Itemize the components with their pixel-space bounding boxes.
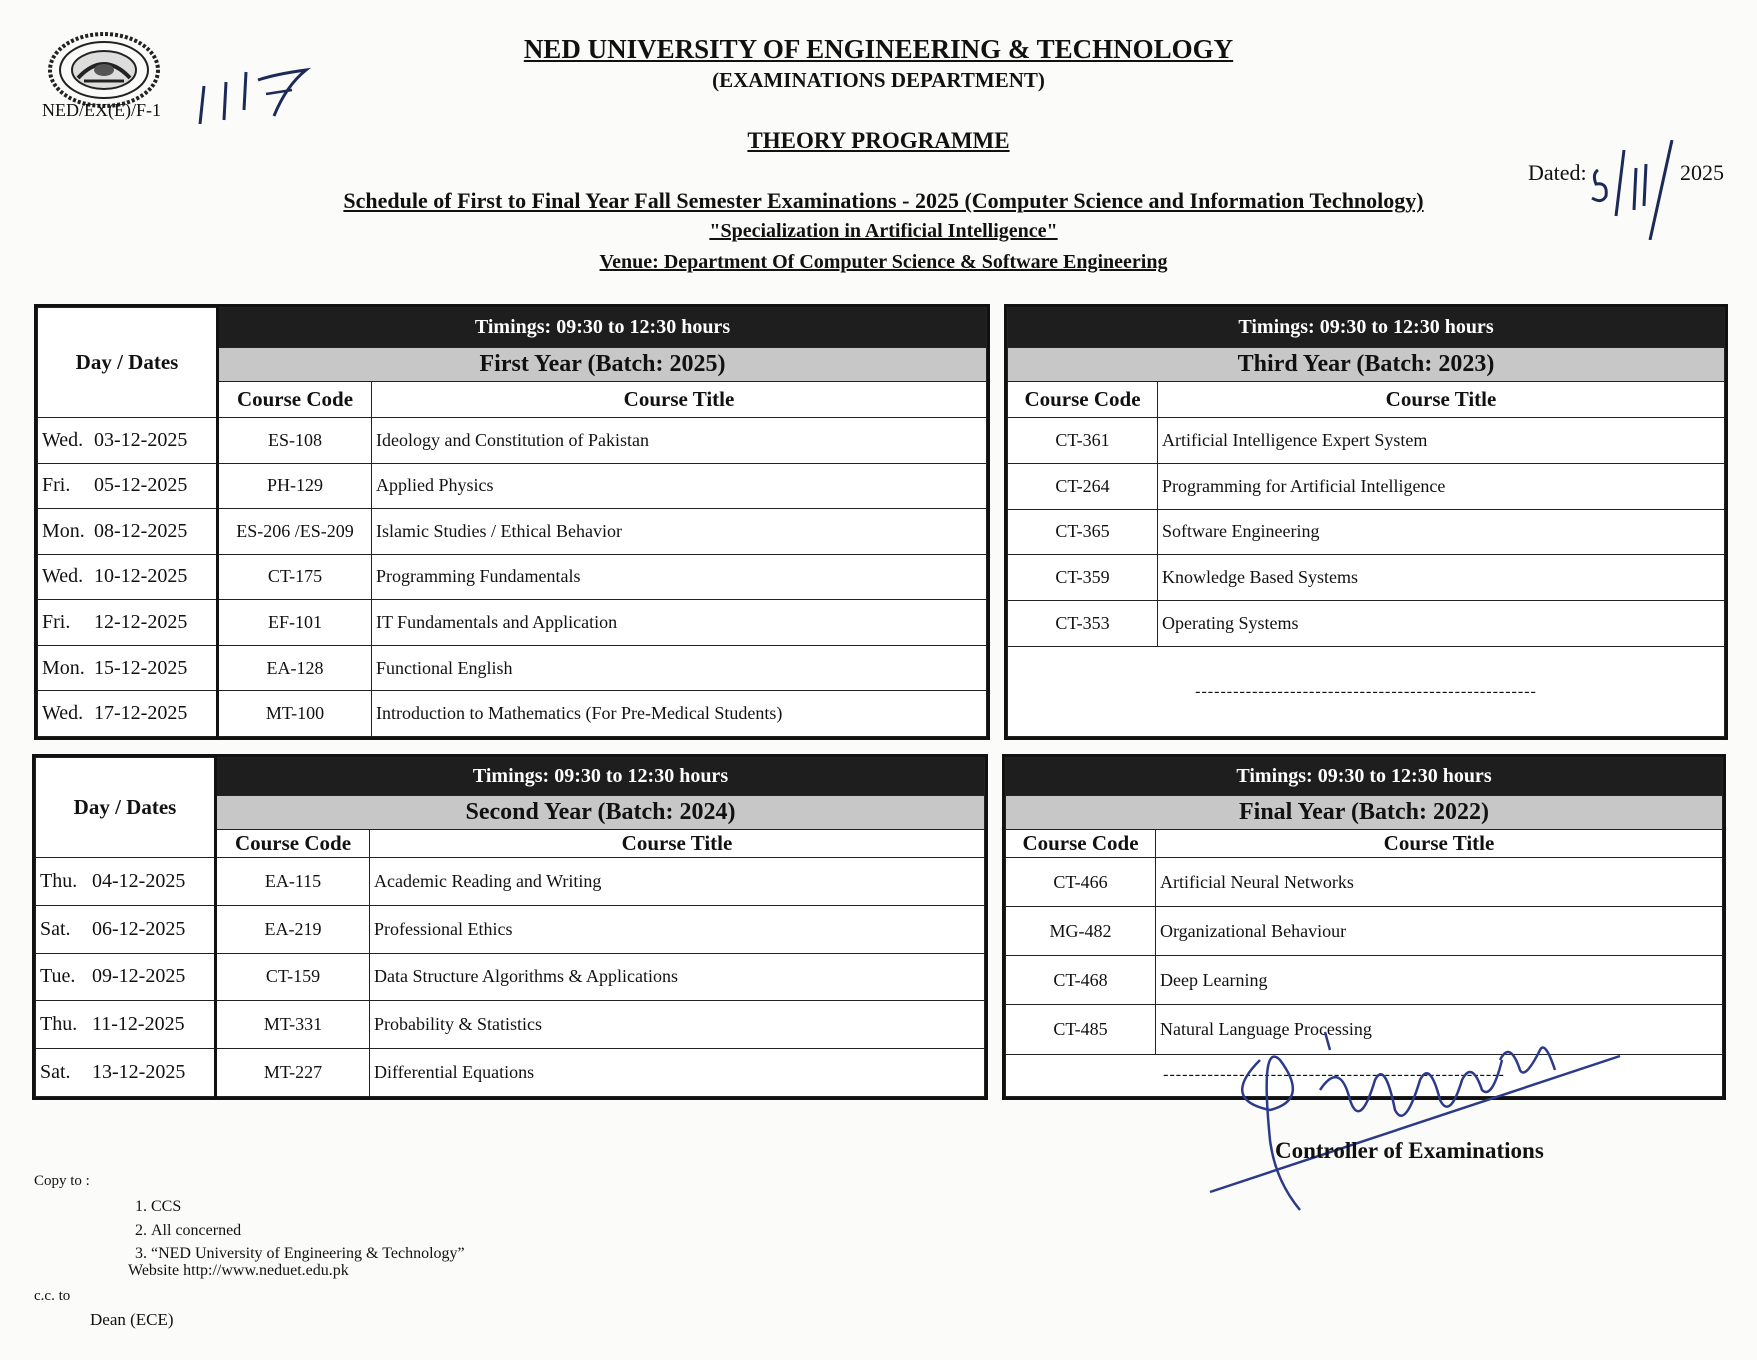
copy-to-label: Copy to :: [34, 1173, 90, 1189]
course-code-header: Course Code: [1006, 830, 1156, 858]
course-title-cell: Functional English: [372, 645, 987, 691]
course-title-cell: Professional Ethics: [370, 905, 985, 953]
course-title-cell: Programming Fundamentals: [372, 554, 987, 600]
third-year-table: [1007, 307, 1725, 737]
course-code-cell: EA-128: [218, 645, 372, 691]
cc-to-label: c.c. to: [34, 1288, 71, 1304]
course-code-cell: MG-482: [1006, 907, 1156, 956]
course-code-cell: CT-466: [1006, 858, 1156, 907]
programme-title: THEORY PROGRAMME: [747, 128, 1010, 153]
day-date-cell: Fri. 12-12-2025: [38, 600, 218, 646]
table-row: [38, 554, 987, 600]
table-row: [36, 905, 985, 953]
course-title-header: Course Title: [370, 830, 985, 858]
first-year-table: [37, 307, 987, 737]
day-date-cell: Tue. 09-12-2025: [36, 953, 216, 1001]
day-date-cell: Thu. 11-12-2025: [36, 1001, 216, 1049]
controller-signature: [1200, 1020, 1630, 1220]
list-item: 1. CCS: [151, 1195, 465, 1219]
day-date-cell: Sat. 06-12-2025: [36, 905, 216, 953]
table-row: [38, 463, 987, 509]
course-code-header: Course Code: [216, 830, 370, 858]
table-row: [38, 691, 987, 737]
course-code-cell: EA-115: [216, 858, 370, 906]
course-title-cell: Organizational Behaviour: [1156, 907, 1723, 956]
course-code-cell: ES-206 /ES-209: [218, 509, 372, 555]
course-code-cell: CT-468: [1006, 956, 1156, 1005]
course-code-cell: EF-101: [218, 600, 372, 646]
table-row: [38, 509, 987, 555]
third-year-schedule: [1004, 304, 1728, 740]
course-code-cell: EA-219: [216, 905, 370, 953]
course-title-header: Course Title: [1156, 830, 1723, 858]
course-title-cell: Knowledge Based Systems: [1158, 555, 1725, 601]
table-row: [1008, 509, 1725, 555]
course-code-cell: CT-365: [1008, 509, 1158, 555]
course-title-cell: Academic Reading and Writing: [370, 858, 985, 906]
day-date-cell: Thu. 04-12-2025: [36, 858, 216, 906]
day-date-cell: Wed. 17-12-2025: [38, 691, 218, 737]
day-dates-header: Day / Dates: [38, 308, 218, 418]
table-row: [36, 1049, 985, 1097]
course-title-cell: Probability & Statistics: [370, 1001, 985, 1049]
table-row: [1008, 418, 1725, 464]
second-year-schedule: [32, 754, 988, 1100]
course-code-cell: CT-485: [1006, 1005, 1156, 1054]
department-name: (EXAMINATIONS DEPARTMENT): [712, 68, 1045, 92]
course-title-cell: Artificial Neural Networks: [1156, 858, 1723, 907]
course-title-header: Course Title: [372, 382, 987, 418]
dean-recipient: Dean (ECE): [90, 1310, 174, 1329]
dated-label: Dated:: [1528, 160, 1587, 185]
course-title-cell: Data Structure Algorithms & Applications: [370, 953, 985, 1001]
course-title-cell: Deep Learning: [1156, 956, 1723, 1005]
day-dates-header: Day / Dates: [36, 758, 216, 858]
table-row: [36, 1001, 985, 1049]
course-title-cell: Differential Equations: [370, 1049, 985, 1097]
table-row: [1008, 463, 1725, 509]
day-date-cell: Mon. 15-12-2025: [38, 645, 218, 691]
course-title-cell: Ideology and Constitution of Pakistan: [372, 418, 987, 464]
course-code-cell: PH-129: [218, 463, 372, 509]
course-title-header: Course Title: [1158, 382, 1725, 418]
list-item: 3. “NED University of Engineering & Technology”: [151, 1242, 465, 1266]
course-code-cell: MT-100: [218, 691, 372, 737]
dash-placeholder: ------------------------------------------------------: [1006, 1054, 1723, 1097]
course-title-cell: Applied Physics: [372, 463, 987, 509]
course-code-cell: CT-159: [216, 953, 370, 1001]
course-title-cell: Operating Systems: [1158, 601, 1725, 647]
venue: Venue: Department Of Computer Science & Software Engineering: [599, 251, 1168, 273]
table-row: [1006, 858, 1723, 907]
course-title-cell: Artificial Intelligence Expert System: [1158, 418, 1725, 464]
specialization: "Specialization in Artificial Intelligence": [709, 220, 1058, 242]
course-code-cell: ES-108: [218, 418, 372, 464]
timings-header: Timings: 09:30 to 12:30 hours: [218, 308, 987, 348]
day-date-cell: Sat. 13-12-2025: [36, 1049, 216, 1097]
dated-year: 2025: [1680, 160, 1724, 185]
table-row: [38, 645, 987, 691]
empty-row: [1008, 647, 1725, 737]
course-code-cell: CT-175: [218, 554, 372, 600]
controller-of-examinations: Controller of Examinations: [1275, 1138, 1544, 1163]
first-year-schedule: [34, 304, 990, 740]
course-code-cell: CT-353: [1008, 601, 1158, 647]
batch-header: Third Year (Batch: 2023): [1008, 348, 1725, 382]
table-row: [36, 953, 985, 1001]
timings-header: Timings: 09:30 to 12:30 hours: [1008, 308, 1725, 348]
table-row: [1008, 601, 1725, 647]
university-name: NED UNIVERSITY OF ENGINEERING & TECHNOLOGY: [523, 34, 1234, 64]
table-row: [38, 600, 987, 646]
timings-header: Timings: 09:30 to 12:30 hours: [216, 758, 985, 796]
batch-header: First Year (Batch: 2025): [218, 348, 987, 382]
batch-header: Final Year (Batch: 2022): [1006, 796, 1723, 830]
batch-header: Second Year (Batch: 2024): [216, 796, 985, 830]
course-title-cell: Programming for Artificial Intelligence: [1158, 463, 1725, 509]
day-date-cell: Wed. 03-12-2025: [38, 418, 218, 464]
table-row: [1006, 956, 1723, 1005]
day-date-cell: Fri. 05-12-2025: [38, 463, 218, 509]
table-row: [1008, 555, 1725, 601]
form-code: NED/EX(E)/F-1: [42, 100, 161, 120]
course-code-cell: MT-331: [216, 1001, 370, 1049]
course-code-cell: CT-264: [1008, 463, 1158, 509]
course-code-header: Course Code: [218, 382, 372, 418]
course-title-cell: Natural Language Processing: [1156, 1005, 1723, 1054]
course-title-cell: Introduction to Mathematics (For Pre-Medical Students): [372, 691, 987, 737]
table-row: [38, 418, 987, 464]
course-title-cell: Software Engineering: [1158, 509, 1725, 555]
website-link[interactable]: Website http://www.neduet.edu.pk: [128, 1262, 349, 1279]
course-title-cell: Islamic Studies / Ethical Behavior: [372, 509, 987, 555]
course-code-cell: CT-361: [1008, 418, 1158, 464]
course-title-cell: IT Fundamentals and Application: [372, 600, 987, 646]
day-date-cell: Mon. 08-12-2025: [38, 509, 218, 555]
course-code-cell: MT-227: [216, 1049, 370, 1097]
table-row: [1006, 907, 1723, 956]
course-code-header: Course Code: [1008, 382, 1158, 418]
course-code-cell: CT-359: [1008, 555, 1158, 601]
dash-placeholder: ------------------------------------------------------: [1008, 647, 1725, 737]
second-year-table: [35, 757, 985, 1097]
day-date-cell: Wed. 10-12-2025: [38, 554, 218, 600]
schedule-title: Schedule of First to Final Year Fall Semester Examinations - 2025 (Computer Science and Information Technology): [343, 188, 1424, 213]
timings-header: Timings: 09:30 to 12:30 hours: [1006, 758, 1723, 796]
table-row: [36, 858, 985, 906]
list-item: 2. All concerned: [151, 1219, 465, 1243]
copy-to-list: [125, 1195, 465, 1266]
